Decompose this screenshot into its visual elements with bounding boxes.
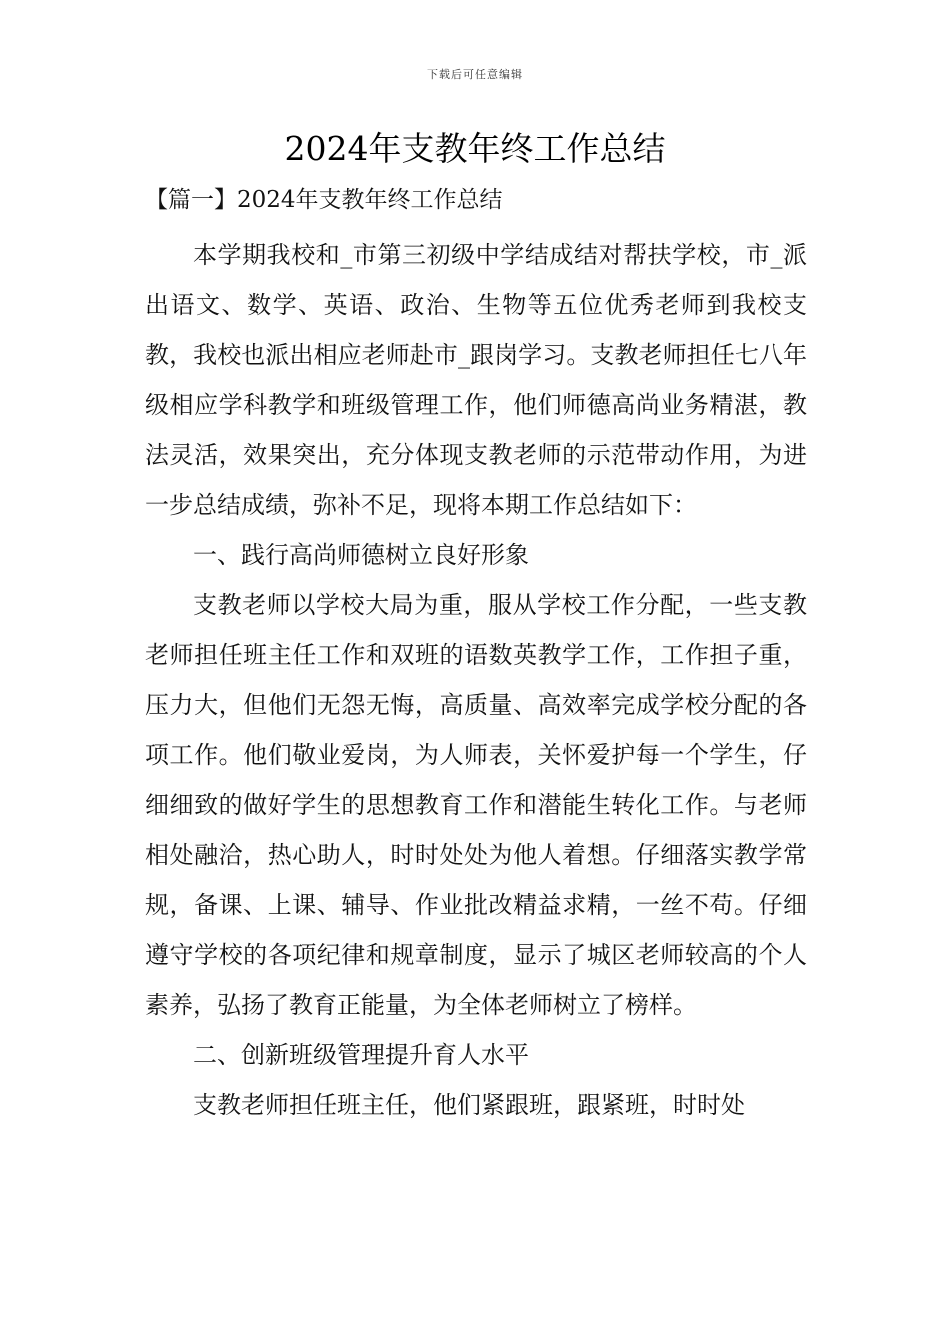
paragraph-intro: 本学期我校和_市第三初级中学结成结对帮扶学校，市_派出语文、数学、英语、政治、生物等五位优秀老师到我校支教，我校也派出相应老师赴市_跟岗学习。支教老师担任七八年级相应学科教学和班级管理工作，他们师德高尚业务精湛，教法灵活，效果突出，充分体现支教老师的示范带动作用，为进一步总结成绩，弥补不足，现将本期工作总结如下： (145, 241, 807, 519)
page-header-note: 下载后可任意编辑 (427, 68, 523, 81)
paragraph-class-management: 支教老师担任班主任，他们紧跟班，跟紧班，时时处 (193, 1091, 745, 1119)
section-heading: 【篇一】2024年支教年终工作总结 (145, 187, 503, 213)
subheading-one: 一、践行高尚师德树立良好形象 (193, 541, 529, 569)
paragraph-teacher-ethics: 支教老师以学校大局为重，服从学校工作分配，一些支教老师担任班主任工作和双班的语数英教学工作，工作担子重，压力大，但他们无怨无悔，高质量、高效率完成学校分配的各项工作。他们敬业爱岗，为人师表，关怀爱护每一个学生，仔细细致的做好学生的思想教育工作和潜能生转化工作。与老师相处融洽，热心助人，时时处处为他人着想。仔细落实教学常规，备课、上课、辅导、作业批改精益求精，一丝不苟。仔细遵守学校的各项纪律和规章制度，显示了城区老师较高的个人素养，弘扬了教育正能量，为全体老师树立了榜样。 (145, 591, 807, 1019)
document-body (145, 230, 807, 1130)
subheading-two: 二、创新班级管理提升育人水平 (193, 1041, 529, 1069)
document-title: 2024年支教年终工作总结 (284, 129, 666, 168)
